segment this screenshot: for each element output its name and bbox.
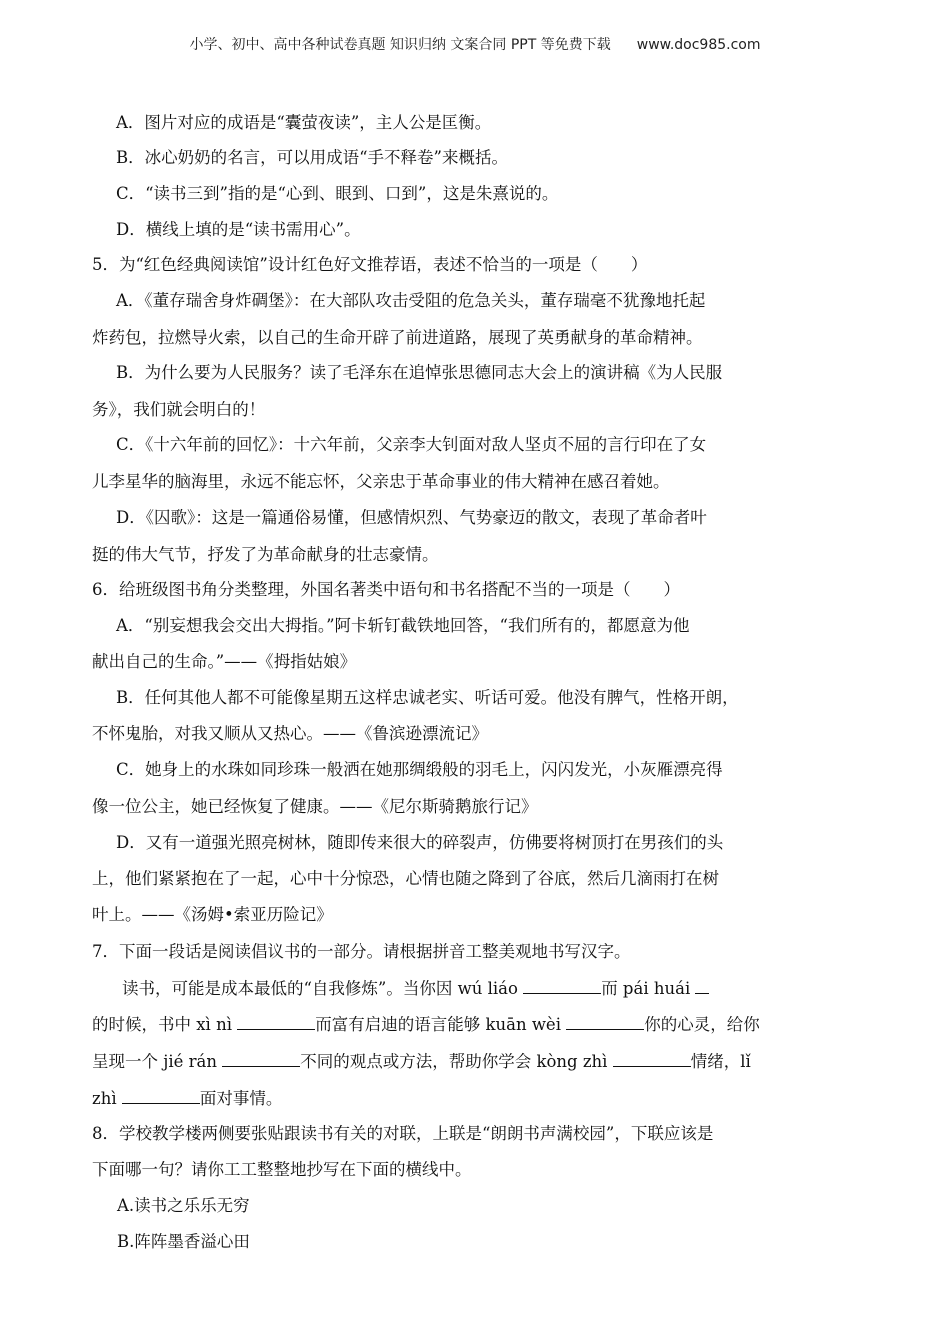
q4-option-c: C．“读书三到”指的是“心到、眼到、口到”，这是朱熹说的。 bbox=[116, 184, 559, 203]
q5-line: B．为什么要为人民服务？读了毛泽东在追悼张思德同志大会上的演讲稿《为人民服 bbox=[116, 363, 723, 382]
q5-stem: 5．为“红色经典阅读馆”设计红色好文推荐语，表述不恰当的一项是（ ） bbox=[92, 255, 648, 274]
q6-line: 像一位公主，她已经恢复了健康。——《尼尔斯骑鹅旅行记》 bbox=[92, 797, 538, 816]
q6-line: 叶上。——《汤姆•索亚历险记》 bbox=[92, 905, 333, 924]
q7-text: 情绪，lǐ bbox=[690, 1052, 751, 1071]
q8-option-b: B.阵阵墨香溢心田 bbox=[117, 1232, 250, 1251]
q7-paragraph-line-1 bbox=[122, 977, 709, 1000]
page-header bbox=[0, 34, 950, 54]
q6-stem: 6．给班级图书角分类整理，外国名著类中语句和书名搭配不当的一项是（ ） bbox=[92, 580, 680, 599]
q8-stem-line-1: 8．学校教学楼两侧要张贴跟读书有关的对联，上联是“朗朗书声满校园”，下联应该是 bbox=[92, 1124, 714, 1143]
q8-stem-line-2: 下面哪一句？请你工工整整地抄写在下面的横线中。 bbox=[92, 1160, 472, 1179]
q7-text: 而 pái huái bbox=[601, 979, 696, 998]
q6-line: 献出自己的生命。”——《拇指姑娘》 bbox=[92, 652, 357, 671]
pinyin-blank-lizhi[interactable] bbox=[122, 1087, 200, 1104]
q7-paragraph-line-2 bbox=[92, 1013, 760, 1036]
q6-line: 不怀鬼胎，对我又顺从又热心。——《鲁滨逊漂流记》 bbox=[92, 724, 488, 743]
q6-line: B．任何其他人都不可能像星期五这样忠诚老实、听话可爱。他没有脾气，性格开朗， bbox=[116, 688, 739, 707]
q8-option-a: A.读书之乐乐无穷 bbox=[117, 1196, 250, 1215]
q7-text: 读书，可能是成本最低的“自我修炼”。当你因 wú liáo bbox=[122, 979, 524, 998]
q6-line: D．又有一道强光照亮树林，随即传来很大的碎裂声，仿佛要将树顶打在男孩们的头 bbox=[116, 833, 724, 852]
pinyin-blank-xini[interactable] bbox=[237, 1013, 315, 1030]
q7-text: zhì bbox=[92, 1089, 122, 1108]
pinyin-blank-paihuai[interactable] bbox=[695, 977, 709, 994]
q7-text: 的时候，书中 xì nì bbox=[92, 1015, 238, 1034]
q5-line: D．《囚歌》：这是一篇通俗易懂，但感情炽烈、气势豪迈的散文，表现了革命者叶 bbox=[116, 508, 707, 527]
header-text: 小学、初中、高中各种试卷真题 知识归纳 文案合同 PPT 等免费下载 bbox=[189, 37, 611, 53]
q7-text: 面对事情。 bbox=[199, 1089, 283, 1108]
q7-text: 你的心灵，给你 bbox=[644, 1015, 760, 1034]
q5-line: 务》，我们就会明白的！ bbox=[92, 400, 266, 419]
q7-text: 不同的观点或方法，帮助你学会 kòng zhì bbox=[300, 1052, 613, 1071]
q6-line: 上，他们紧紧抱在了一起，心中十分惊恐，心情也随之降到了谷底，然后几滴雨打在树 bbox=[92, 869, 719, 888]
pinyin-blank-jieran[interactable] bbox=[222, 1050, 300, 1067]
q5-line: C．《十六年前的回忆》：十六年前，父亲李大钊面对敌人坚贞不屈的言行印在了女 bbox=[116, 435, 707, 454]
header-url[interactable]: www.doc985.com bbox=[636, 37, 761, 53]
q5-line: 炸药包，拉燃导火索，以自己的生命开辟了前进道路，展现了英勇献身的革命精神。 bbox=[92, 328, 703, 347]
pinyin-blank-wuliao[interactable] bbox=[523, 977, 601, 994]
pinyin-blank-kongzhi[interactable] bbox=[613, 1050, 691, 1067]
q4-option-a: A．图片对应的成语是“囊萤夜读”，主人公是匡衡。 bbox=[116, 113, 492, 132]
q6-line: A．“别妄想我会交出大拇指。”阿卡斩钉截铁地回答，“我们所有的，都愿意为他 bbox=[116, 616, 690, 635]
q4-option-b: B．冰心奶奶的名言，可以用成语“手不释卷”来概括。 bbox=[116, 148, 508, 167]
pinyin-blank-kuanwei[interactable] bbox=[566, 1013, 644, 1030]
q5-line: A．《董存瑞舍身炸碉堡》：在大部队攻击受阻的危急关头，董存瑞毫不犹豫地托起 bbox=[116, 291, 706, 310]
q4-option-d: D．横线上填的是“读书需用心”。 bbox=[116, 220, 361, 239]
q7-text: 而富有启迪的语言能够 kuān wèi bbox=[315, 1015, 567, 1034]
q7-stem: 7．下面一段话是阅读倡议书的一部分。请根据拼音工整美观地书写汉字。 bbox=[92, 942, 631, 961]
q6-line: C．她身上的水珠如同珍珠一般洒在她那绸缎般的羽毛上，闪闪发光，小灰雁漂亮得 bbox=[116, 760, 723, 779]
q7-text: 呈现一个 jié rán bbox=[92, 1052, 223, 1071]
q7-paragraph-line-4 bbox=[92, 1087, 282, 1110]
q5-line: 儿李星华的脑海里，永远不能忘怀，父亲忠于革命事业的伟大精神在感召着她。 bbox=[92, 472, 670, 491]
q5-line: 挺的伟大气节，抒发了为革命献身的壮志豪情。 bbox=[92, 545, 439, 564]
q7-paragraph-line-3 bbox=[92, 1050, 751, 1073]
